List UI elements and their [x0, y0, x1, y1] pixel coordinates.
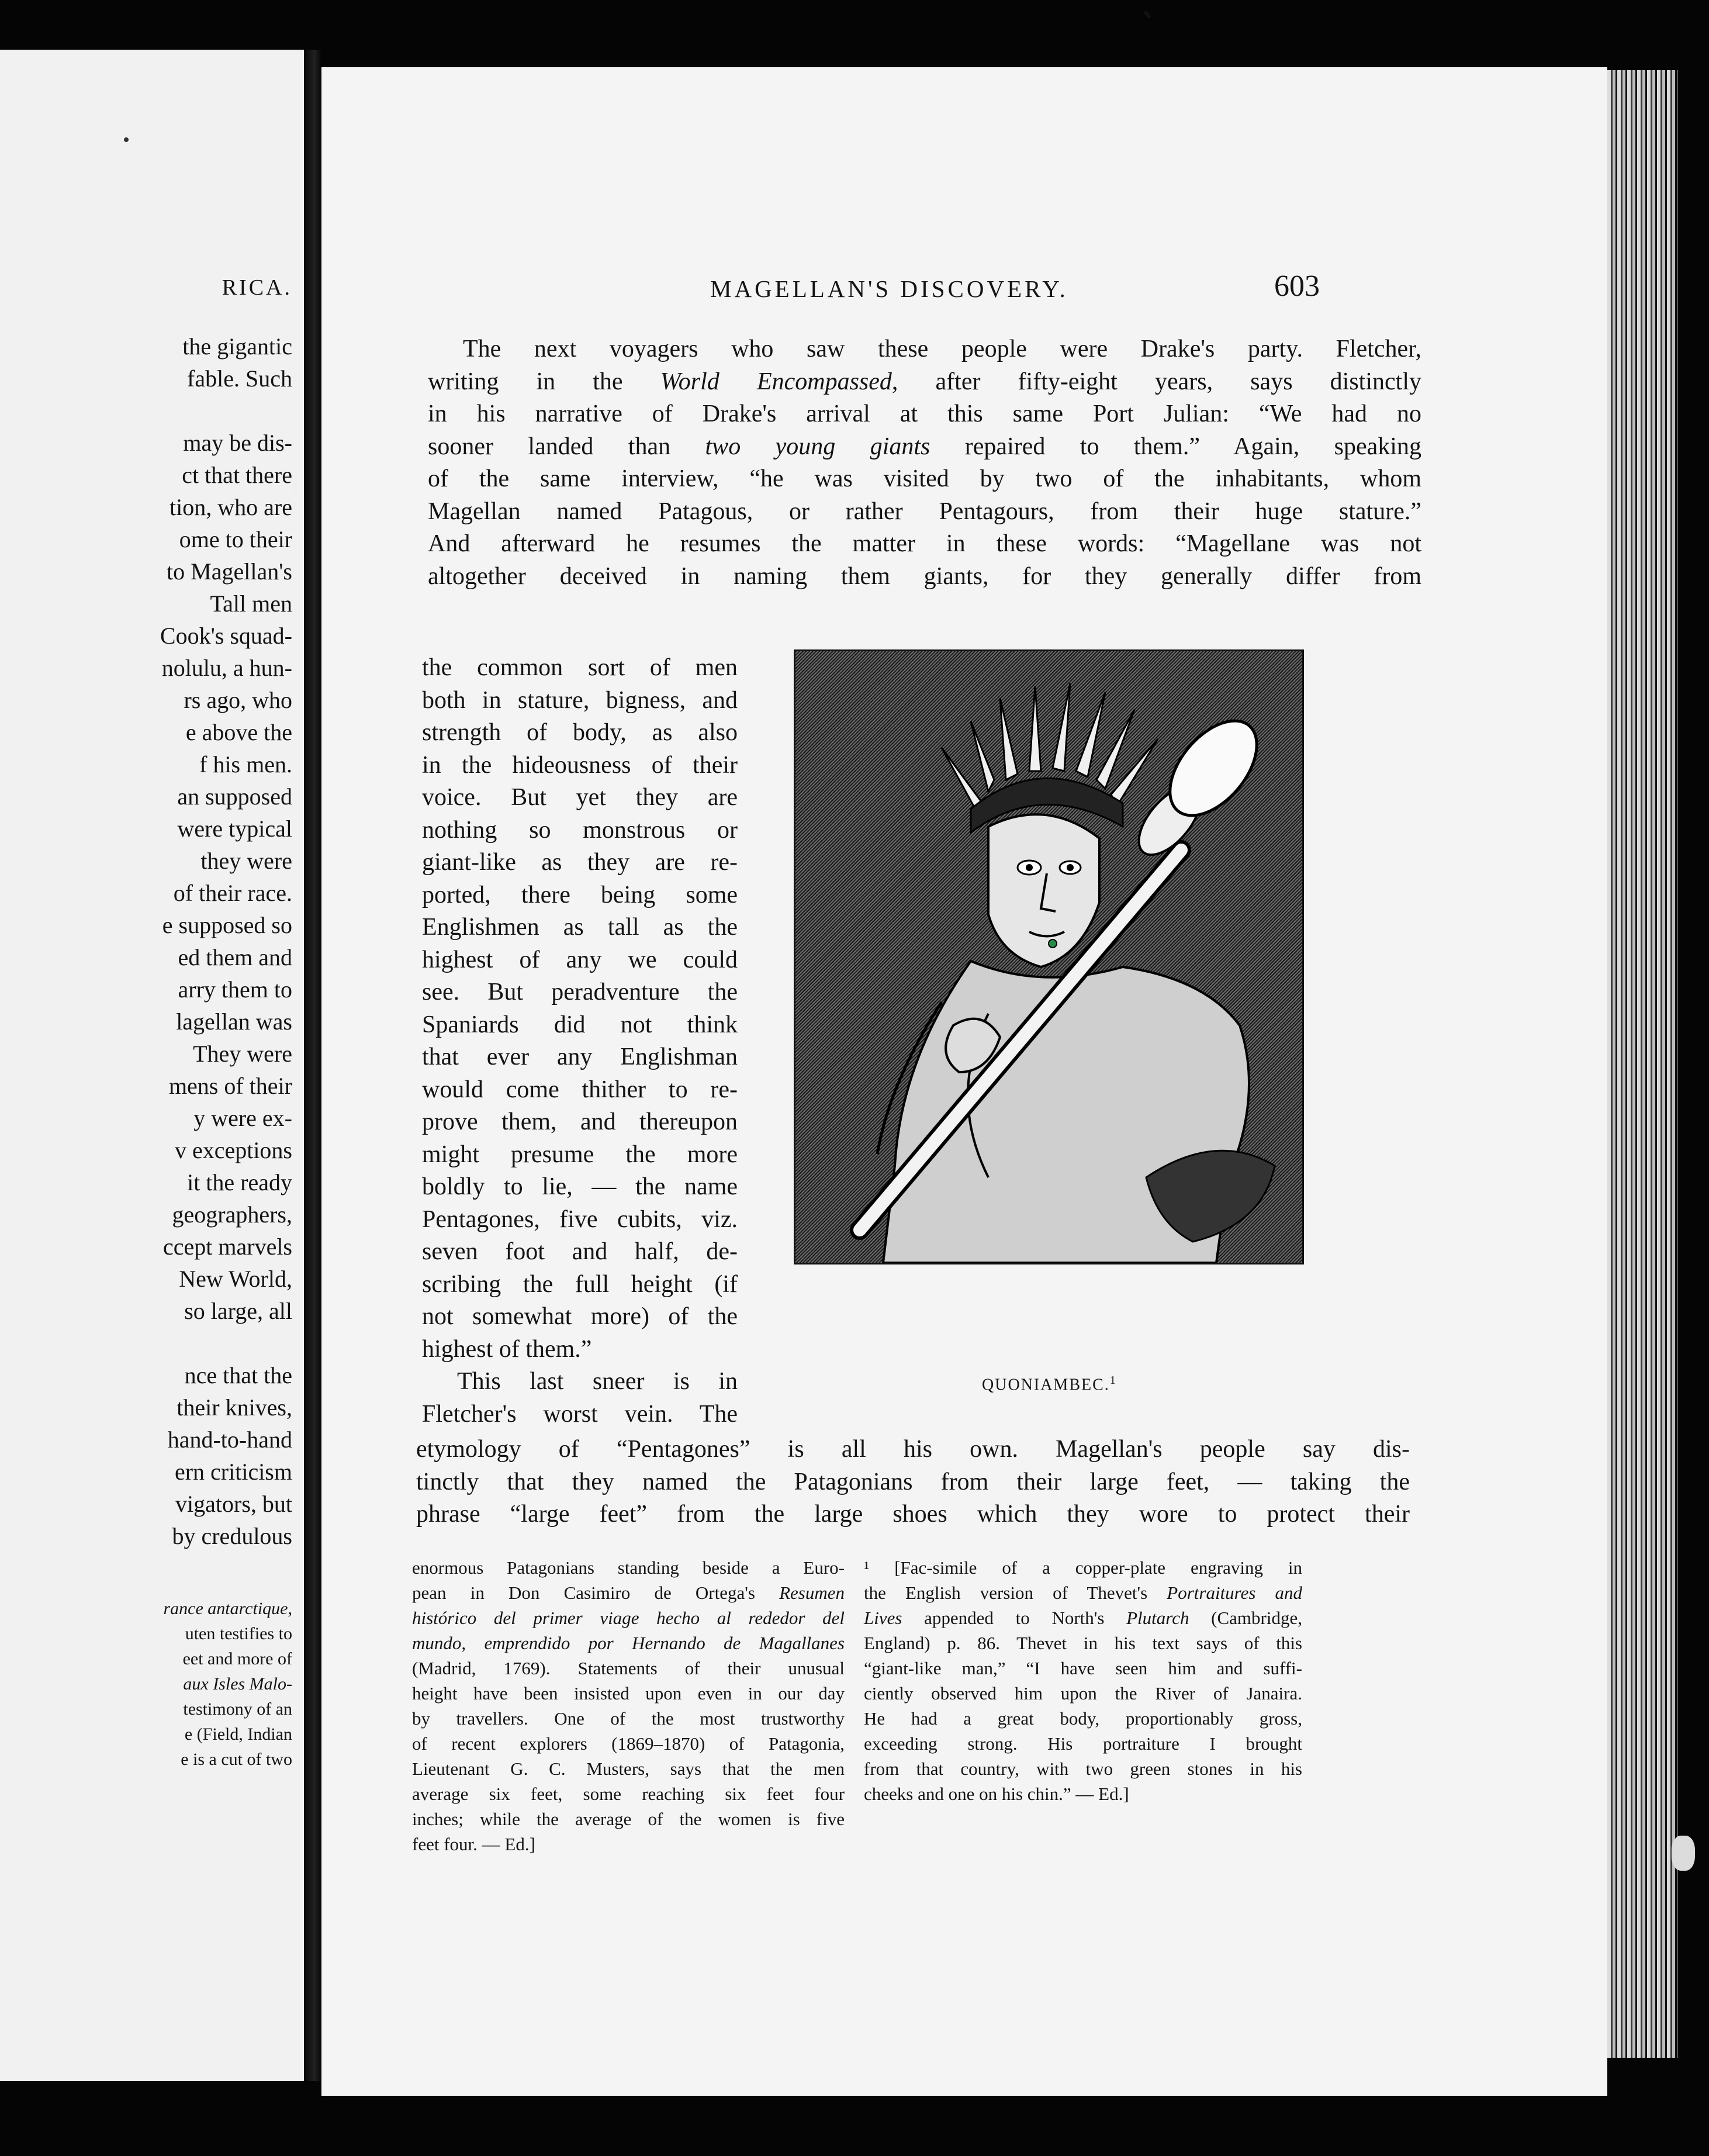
text-line: strength of body, as also	[422, 719, 738, 746]
ink-dot	[124, 137, 129, 142]
text-line: (Madrid, 1769). Statements of their unusual	[412, 1658, 845, 1678]
text-line: vigators, but	[175, 1491, 292, 1517]
text-line: uten testifies to	[185, 1624, 292, 1643]
text-line: average six feet, some reaching six feet four	[412, 1784, 845, 1804]
scan-speck	[292, 476, 298, 494]
text-line: rance antarctique,	[163, 1599, 292, 1618]
text-line: the common sort of men	[422, 654, 738, 681]
caption-text: QUONIAMBEC.	[982, 1376, 1110, 1394]
text-line	[0, 1327, 292, 1359]
text-line: Magellan named Patagous, or rather Pentagours, from their huge stature.”	[428, 497, 1421, 525]
text-line: the gigantic	[182, 333, 292, 360]
page-number: 603	[1274, 270, 1320, 303]
text-line: Pentagones, five cubits, viz.	[422, 1205, 738, 1233]
previous-page-footnote	[0, 1596, 292, 1772]
text-line: e (Field, Indian	[184, 1725, 292, 1744]
text-line: testimony of an	[183, 1699, 292, 1719]
text-line: so large, all	[184, 1298, 292, 1324]
text-line: tion, who are	[169, 494, 292, 520]
text-line: enormous Patagonians standing beside a Euro-	[412, 1557, 845, 1578]
text-line: y were ex-	[193, 1105, 292, 1131]
text-line: boldly to lie, — the name	[422, 1173, 738, 1200]
paragraph-3	[416, 1433, 1410, 1531]
text-line: the English version of Thevet's Portraitures and	[864, 1583, 1303, 1603]
scan-speck	[1672, 1836, 1695, 1871]
text-line: e supposed so	[162, 912, 292, 938]
text-line: ome to their	[179, 526, 292, 552]
text-line: e above the	[185, 719, 292, 745]
text-line: prove them, and thereupon	[422, 1108, 738, 1135]
text-line: The next voyagers who saw these people were Drake's party. Fletcher,	[463, 336, 1421, 362]
text-line: their knives,	[177, 1394, 292, 1421]
text-line: mens of their	[168, 1073, 292, 1099]
text-line: exceeding strong. His portraiture I brought	[864, 1733, 1302, 1754]
previous-page	[0, 50, 304, 2081]
text-line: Spaniards did not think	[422, 1011, 738, 1038]
text-line: in his narrative of Drake's arrival at this same Port Julian: “We had no	[428, 400, 1421, 427]
text-line: “giant-like man,” “I have seen him and suffi-	[864, 1658, 1302, 1678]
text-line: by travellers. One of the most trustworthy	[412, 1708, 845, 1729]
illustration-caption	[982, 1374, 1117, 1394]
previous-page-running-head: RICA.	[222, 275, 292, 300]
text-line: mundo, emprendido por Hernando de Magallanes	[412, 1633, 845, 1653]
text-line: that ever any Englishman	[422, 1044, 738, 1070]
text-line: ¹ [Fac-simile of a copper-plate engraving in	[864, 1557, 1302, 1578]
text-line: Tall men	[210, 590, 292, 617]
text-line: it the ready	[187, 1169, 292, 1196]
running-head	[321, 270, 1607, 310]
text-line: from that country, with two green stones in his	[864, 1758, 1302, 1779]
text-line: to Magellan's	[167, 558, 292, 585]
text-line: Englishmen as tall as the	[422, 914, 738, 941]
text-line: voice. But yet they are	[422, 784, 738, 811]
text-line: They were	[193, 1041, 292, 1067]
text-line: ciently observed him upon the River of Janaira.	[864, 1683, 1302, 1704]
page-edges	[1607, 70, 1677, 2058]
text-line: sooner landed than two young giants repaired to them.” Again, speaking	[428, 433, 1421, 460]
text-line: fable. Such	[187, 365, 292, 392]
text-line: phrase “large feet” from the large shoes which they wore to protect their	[416, 1501, 1410, 1528]
text-line: cheeks and one on his chin.” — Ed.]	[864, 1784, 1129, 1804]
text-line: lagellan was	[176, 1008, 292, 1035]
engraving-figure	[795, 651, 1302, 1263]
text-line: ccept marvels	[163, 1234, 292, 1260]
text-line: writing in the World Encompassed, after fifty-eight years, says distinctly	[428, 368, 1421, 395]
text-line: f his men.	[199, 751, 292, 778]
text-line: e is a cut of two	[181, 1750, 292, 1769]
text-line: histórico del primer viage hecho al rededor del	[412, 1608, 845, 1628]
text-line: New World,	[179, 1266, 292, 1292]
text-line: may be dis-	[183, 430, 292, 456]
page-603	[321, 67, 1607, 2096]
text-line: highest of any we could	[422, 946, 738, 973]
text-line: ed them and	[178, 944, 292, 970]
text-line: of recent explorers (1869–1870) of Patagonia,	[412, 1733, 845, 1754]
text-line: Cook's squad-	[160, 623, 292, 649]
text-line: Lieutenant G. C. Musters, says that the men	[412, 1758, 845, 1779]
text-line: inches; while the average of the women is five	[412, 1809, 845, 1829]
text-line: Lives appended to North's Plutarch (Cambridge,	[864, 1608, 1302, 1628]
text-line: highest of them.”	[422, 1335, 592, 1363]
text-line: nce that the	[184, 1362, 292, 1388]
text-line: of the same interview, “he was visited by two of the inhabitants, whom	[428, 465, 1421, 492]
text-line: pean in Don Casimiro de Ortega's Resumen	[412, 1583, 845, 1603]
paragraph-2	[422, 652, 738, 1431]
text-line	[0, 395, 292, 427]
text-line: England) p. 86. Thevet in his text says of this	[864, 1633, 1302, 1653]
text-line: might presume the more	[422, 1141, 738, 1168]
footnote-1	[864, 1555, 1302, 1806]
text-line: arry them to	[178, 976, 292, 1003]
text-line: height have been insisted upon even in our day	[412, 1683, 845, 1704]
text-line: were typical	[177, 816, 292, 842]
text-line: And afterward he resumes the matter in these words: “Magellane was not	[428, 530, 1421, 557]
quoniambec-engraving	[794, 649, 1304, 1264]
footnote-continued	[412, 1555, 845, 1857]
text-line: would come thither to re-	[422, 1076, 738, 1103]
book-gutter	[304, 50, 321, 2081]
text-line: altogether deceived in naming them giants, for they generally differ from	[428, 562, 1421, 590]
text-line: nolulu, a hun-	[161, 655, 292, 681]
text-line: scribing the full height (if	[422, 1270, 738, 1298]
text-line: of their race.	[173, 880, 292, 906]
text-line: hand-to-hand	[167, 1426, 292, 1453]
text-line: rs ago, who	[184, 687, 292, 713]
running-title: MAGELLAN'S DISCOVERY.	[710, 275, 1068, 302]
text-line: feet four. — Ed.]	[412, 1834, 535, 1854]
text-line: This last sneer is in	[457, 1368, 738, 1395]
text-line: ern criticism	[174, 1459, 292, 1485]
text-line: an supposed	[177, 783, 292, 810]
text-line: they were	[200, 848, 292, 874]
text-line: tinctly that they named the Patagonians from their large feet, — taking the	[416, 1468, 1410, 1495]
text-line: giant-like as they are re-	[422, 849, 738, 876]
text-line: both in stature, bigness, and	[422, 686, 738, 714]
text-line: geographers,	[172, 1201, 292, 1228]
previous-page-body	[0, 330, 292, 1552]
text-line: etymology of “Pentagones” is all his own. Magellan's people say dis-	[416, 1436, 1410, 1463]
text-line: see. But peradventure the	[422, 979, 738, 1006]
text-line: ported, there being some	[422, 881, 738, 908]
text-line: eet and more of	[182, 1649, 292, 1668]
text-line: by credulous	[172, 1523, 292, 1549]
text-line: v exceptions	[174, 1137, 292, 1163]
paragraph-1	[428, 333, 1421, 593]
text-line: not somewhat more) of the	[422, 1303, 738, 1330]
text-line: He had a great body, proportionably gross,	[864, 1708, 1302, 1729]
text-line: ct that there	[182, 462, 292, 488]
text-line: seven foot and half, de-	[422, 1238, 738, 1265]
text-line: Fletcher's worst vein. The	[422, 1400, 738, 1428]
text-line: in the hideousness of their	[422, 751, 738, 779]
text-line: aux Isles Malo-	[183, 1674, 292, 1694]
caption-note-marker: 1	[1109, 1374, 1117, 1387]
text-line: nothing so monstrous or	[422, 816, 738, 844]
scan-speck	[1143, 11, 1151, 19]
